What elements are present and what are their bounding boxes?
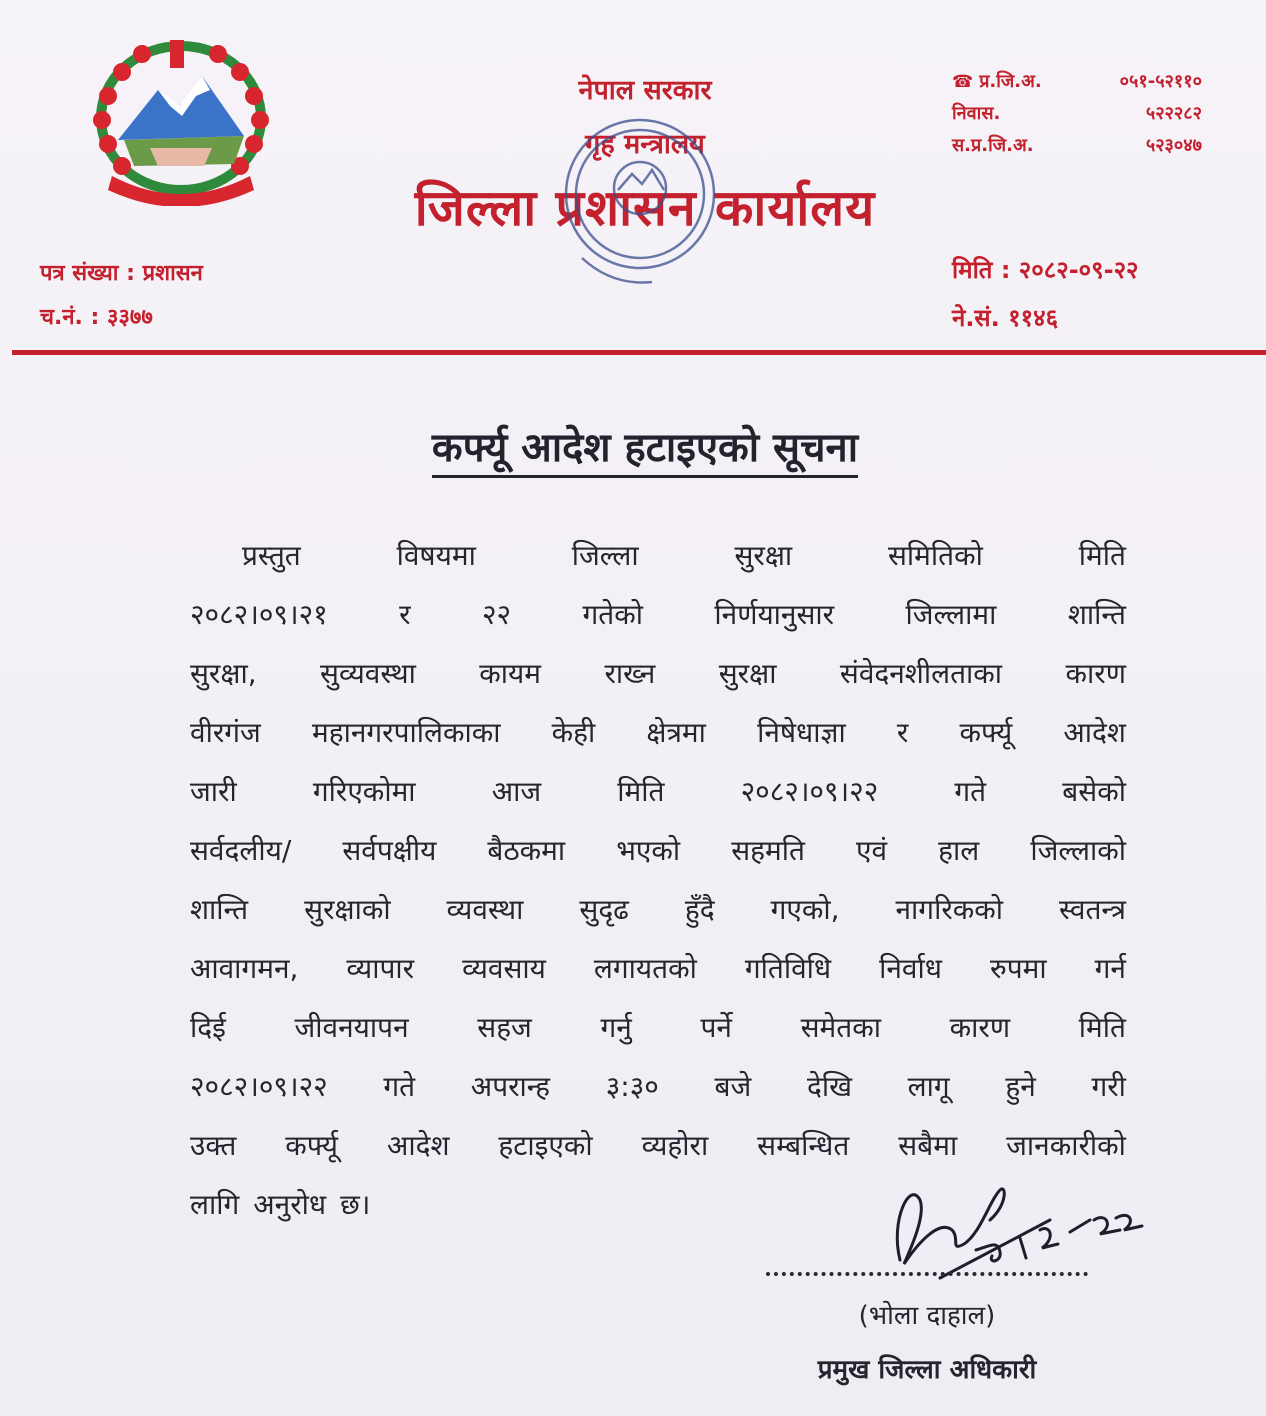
body-word: जारी [190,775,237,808]
contact-label: प्र.जि.अ. [979,71,1042,92]
contact-row [952,98,1202,130]
body-word: समितिको [888,539,983,572]
reference-block [40,252,203,340]
body-word: २०८२।०९।२१ [190,598,328,631]
body-word: हाल [938,834,980,867]
body-word: बसेको [1062,775,1126,808]
body-word: जीवनयापन [294,1011,409,1044]
body-word: उक्त [190,1129,237,1162]
body-word: रुपमा [989,952,1047,985]
body-word: गएको, [770,893,840,926]
contact-row [952,66,1202,98]
body-line [190,939,1126,998]
notice-heading-text: कर्फ्यू आदेश हटाइएको सूचना [432,425,858,478]
body-word: शान्ति [1067,598,1126,631]
body-line [190,644,1126,703]
body-line [190,762,1126,821]
body-word: वीरगंज [190,716,261,749]
body-line [190,703,1126,762]
contact-label: स.प्र.जि.अ. [952,135,1034,156]
body-word: पर्ने [700,1011,732,1044]
body-word: २०८२।०९।२२ [740,775,879,808]
body-word: सुरक्षा [734,539,793,572]
body-word: व्यवस्था [446,893,524,926]
body-word: आदेश [386,1129,450,1162]
body-word: गर्न [1094,952,1126,985]
phone-icon: ☎ [952,72,974,92]
body-word: केही [551,716,596,749]
body-word: जानकारीको [1006,1129,1126,1162]
body-word: सुदृढ [579,893,629,926]
body-word: नागरिकको [895,893,1004,926]
body-word: हुँदै [684,893,715,926]
contact-numbers [952,66,1202,162]
dispatch-number: च.नं. : ३३७७ [40,305,153,330]
body-word: निषेधाज्ञा [757,716,846,749]
body-line [190,526,1126,585]
body-line [190,1057,1126,1116]
body-word: २०८२।०९।२२ [190,1070,328,1103]
body-word: २२ [481,598,512,631]
body-word: सहमति [731,834,805,867]
body-word: स्वतन्त्र [1059,893,1126,926]
contact-row [952,130,1202,162]
body-word: अनुरोध [253,1188,327,1221]
body-word: मिति [1078,1011,1126,1044]
body-word: छ। [340,1188,371,1221]
body-line [190,880,1126,939]
body-word: महानगरपालिकाका [311,716,501,749]
body-word: शान्ति [190,893,249,926]
body-word: जिल्लामा [905,598,997,631]
body-word: कारण [1065,657,1126,690]
signatory-name: (भोला दाहाल) [858,1301,996,1331]
body-word: गरी [1091,1070,1126,1103]
body-word: सहज [477,1011,532,1044]
body-word: दिई [190,1011,226,1044]
signature-line [766,1272,1088,1276]
handwritten-signature-icon [880,1160,1150,1290]
body-word: हटाइएको [498,1129,593,1162]
body-word: सम्बन्धित [757,1129,850,1162]
contact-label: निवास. [952,103,1001,124]
body-word: लागू [907,1070,950,1103]
body-word: सबैमा [898,1129,958,1162]
body-word: र [896,716,909,749]
body-word: हुने [1005,1070,1036,1103]
body-word: व्यहोरा [641,1129,709,1162]
body-word: अपरान्ह [470,1070,551,1103]
body-word: विषयमा [396,539,476,572]
body-word: सर्वदलीय/ [190,834,292,867]
contact-value: ५२३०४७ [1145,135,1202,156]
body-word: सुव्यवस्था [320,657,416,690]
body-word: कायम [479,657,542,690]
body-word: गतेको [582,598,643,631]
body-word: र [399,598,411,631]
body-word: सर्वपक्षीय [342,834,437,867]
body-word: मिति [617,775,665,808]
body-word: राख्न [604,657,656,690]
body-word: मिति [1078,539,1126,572]
body-word: सुरक्षाको [304,893,391,926]
office-seal-stamp-icon [552,108,732,294]
body-word: आज [491,775,542,808]
letter-date: मिति : २०८२-०९-२२ [952,256,1139,284]
body-word: व्यापार [346,952,415,985]
contact-value: ५२२२८२ [1145,103,1202,124]
body-word: जिल्ला [571,539,639,572]
body-line [190,821,1126,880]
body-word: सुरक्षा [718,657,777,690]
date-block [952,246,1139,342]
body-word: निर्णयानुसार [714,598,835,631]
signatory-title: प्रमुख जिल्ला अधिकारी [817,1355,1037,1385]
letterhead-divider [12,350,1266,355]
body-word: आदेश [1063,716,1126,749]
notice-body [190,526,1126,1234]
body-word: बैठकमा [487,834,566,867]
office-title: जिल्ला प्रशासन कार्यालय [414,179,876,237]
body-word: गर्नु [600,1011,632,1044]
body-word: क्षेत्रमा [646,716,706,749]
body-word: लगायतको [593,952,697,985]
body-word: कर्फ्यू [285,1129,339,1162]
notice-heading [300,418,990,473]
body-word: निर्वाध [879,952,942,985]
body-word: लागि [190,1188,240,1221]
body-word: प्रस्तुत [242,539,301,572]
body-word: गरिएकोमा [312,775,416,808]
body-word: संवेदनशीलताका [839,657,1003,690]
body-word: सुरक्षा, [190,657,257,690]
body-line [190,585,1126,644]
body-word: भएको [616,834,681,867]
nepal-government-emblem-icon [78,36,284,206]
body-word: समेतका [800,1011,881,1044]
body-word: जिल्लाको [1030,834,1126,867]
body-word: कर्फ्यू [959,716,1013,749]
government-name: नेपाल सरकार [578,75,712,106]
ministry-name: गृह मन्त्रालय [585,129,705,160]
body-word: बजे [714,1070,752,1103]
body-line [190,998,1126,1057]
body-word: एवं [856,834,888,867]
body-word: गतिविधि [744,952,832,985]
body-word: आवागमन, [190,952,299,985]
letter-number: पत्र संख्या : प्रशासन [40,261,203,286]
nepal-sambat-date: ने.सं. ११४६ [952,304,1059,332]
body-word: देखि [806,1070,852,1103]
body-word: कारण [949,1011,1011,1044]
contact-value: ०५१-५२११० [1119,71,1202,92]
body-word: गते [383,1070,416,1103]
body-word: ३:३० [605,1070,659,1103]
body-word: व्यवसाय [462,952,546,985]
body-word: गते [954,775,987,808]
